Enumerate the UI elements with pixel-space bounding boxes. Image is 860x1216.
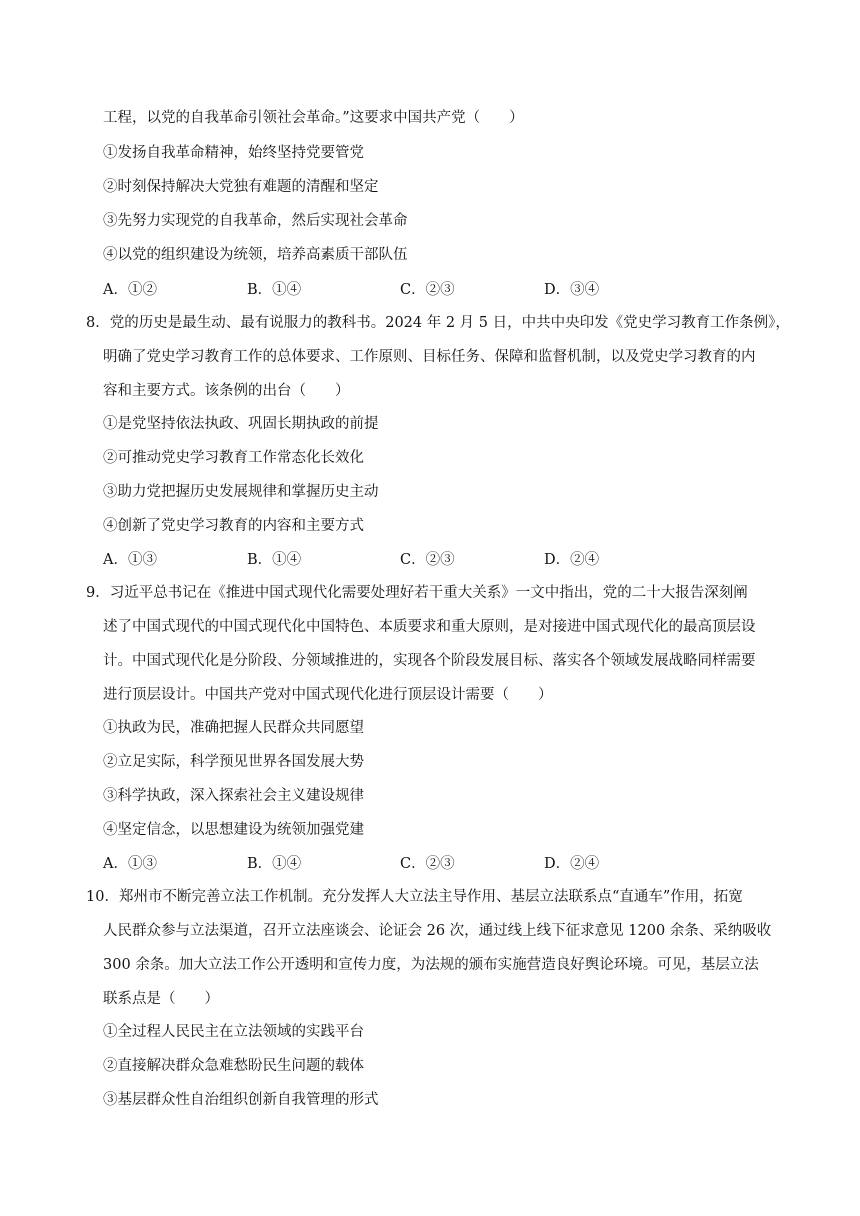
q8-statement-1: ①是党坚持依法执政、巩固长期执政的前提 [103,416,379,432]
q9-option-b[interactable]: B．①④ [247,856,302,872]
q7-option-d[interactable]: D．③④ [544,282,600,298]
q8-statement-3: ③助力党把握历史发展规律和掌握历史主动 [103,484,379,500]
q9-stem-line-3: 计。中国式现代化是分阶段、分领域推进的，实现各个阶段发展目标、落实各个领域发展战略同样需要 [103,653,756,669]
q9-options [103,854,703,874]
q8-options [103,550,703,570]
q10-statement-3: ③基层群众性自治组织创新自我管理的形式 [103,1092,379,1108]
q9-stem-line-1: 9．习近平总书记在《推进中国式现代化需要处理好若干重大关系》一文中指出，党的二十大报告深刻阐 [86,585,748,601]
q9-option-d[interactable]: D．②④ [544,856,600,872]
q8-option-a[interactable]: A．①③ [103,552,157,568]
q7-option-a[interactable]: A．①② [103,282,157,298]
q9-stem-line-2: 述了中国式现代的中国式现代化中国特色、本质要求和重大原则，是对接进中国式现代化的最高顶层设 [103,619,756,635]
q10-statement-1: ①全过程人民民主在立法领域的实践平台 [103,1024,364,1040]
q9-statement-3: ③科学执政，深入探索社会主义建设规律 [103,788,364,804]
q7-stem-tail: 工程，以党的自我革命引领社会革命。”这要求中国共产党（ ） [103,110,524,126]
q8-stem-line-3: 容和主要方式。该条例的出台（ ） [103,383,350,399]
q8-statement-2: ②可推动党史学习教育工作常态化长效化 [103,450,364,466]
q7-statement-1: ①发扬自我革命精神，始终坚持党要管党 [103,145,364,161]
q9-statement-1: ①执政为民，准确把握人民群众共同愿望 [103,720,364,736]
q9-stem-line-4: 进行顶层设计。中国共产党对中国式现代化进行顶层设计需要（ ） [103,687,553,703]
q7-option-b[interactable]: B．①④ [247,282,302,298]
q8-option-b[interactable]: B．①④ [247,552,302,568]
q8-stem-line-2: 明确了党史学习教育工作的总体要求、工作原则、目标任务、保障和监督机制，以及党史学习教育的内 [103,349,756,365]
q9-statement-4: ④坚定信念，以思想建设为统领加强党建 [103,822,364,838]
q7-options [103,280,703,300]
q9-option-a[interactable]: A．①③ [103,856,157,872]
q10-stem-line-2: 人民群众参与立法渠道，召开立法座谈会、论证会 26 次，通过线上线下征求意见 1200 余条、采纳吸收 [103,923,772,939]
q10-statement-2: ②直接解决群众急难愁盼民生问题的载体 [103,1058,364,1074]
q8-option-c[interactable]: C．②③ [400,552,455,568]
q9-statement-2: ②立足实际，科学预见世界各国发展大势 [103,754,364,770]
q8-stem-line-1: 8．党的历史是最生动、最有说服力的教科书。2024 年 2 月 5 日，中共中央印发《党史学习教育工作条例》， [86,315,790,331]
q7-statement-2: ②时刻保持解决大党独有难题的清醒和坚定 [103,179,379,195]
q7-statement-3: ③先努力实现党的自我革命，然后实现社会革命 [103,213,408,229]
q8-statement-4: ④创新了党史学习教育的内容和主要方式 [103,518,364,534]
q7-option-c[interactable]: C．②③ [400,282,455,298]
q10-stem-line-3: 300 余条。加大立法工作公开透明和宣传力度，为法规的颁布实施营造良好舆论环境。可见，基层立法 [103,957,759,973]
q7-statement-4: ④以党的组织建设为统领，培养高素质干部队伍 [103,247,408,263]
q8-option-d[interactable]: D．②④ [544,552,600,568]
q9-option-c[interactable]: C．②③ [400,856,455,872]
q10-stem-line-4: 联系点是（ ） [103,991,219,1007]
q10-stem-line-1: 10．郑州市不断完善立法工作机制。充分发挥人大立法主导作用、基层立法联系点“直通车”作用，拓宽 [86,889,743,905]
